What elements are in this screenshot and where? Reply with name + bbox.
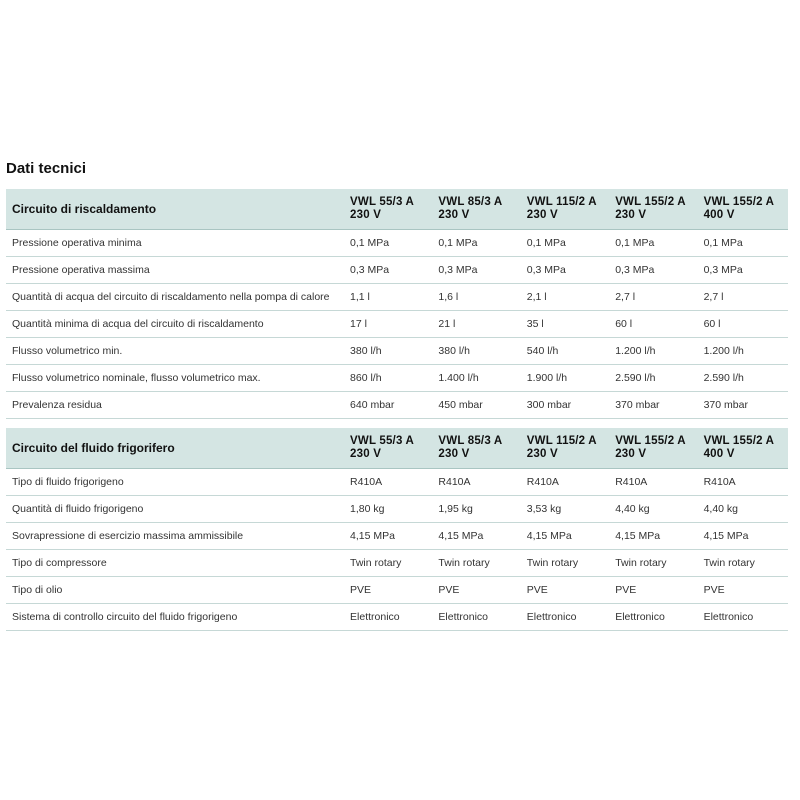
row-value: R410A <box>611 468 699 495</box>
row-value: PVE <box>700 576 788 603</box>
table-row <box>6 256 788 283</box>
row-label: Tipo di compressore <box>6 549 346 576</box>
row-value: R410A <box>700 468 788 495</box>
row-value: 640 mbar <box>346 391 434 418</box>
row-value: Elettronico <box>611 603 699 630</box>
heating-circuit-table <box>6 189 788 419</box>
row-value: 0,1 MPa <box>523 229 611 256</box>
row-value: 0,3 MPa <box>434 256 522 283</box>
row-value: Elettronico <box>523 603 611 630</box>
row-value: 2.590 l/h <box>611 364 699 391</box>
row-value: 0,1 MPa <box>700 229 788 256</box>
refrigerant-circuit-table <box>6 428 788 631</box>
section-title: Circuito di riscaldamento <box>6 189 346 229</box>
row-label: Tipo di olio <box>6 576 346 603</box>
row-value: 0,3 MPa <box>700 256 788 283</box>
row-value: R410A <box>346 468 434 495</box>
table-row <box>6 310 788 337</box>
row-value: Elettronico <box>700 603 788 630</box>
row-value: 1,1 l <box>346 283 434 310</box>
row-value: 4,15 MPa <box>434 522 522 549</box>
table-header-row <box>6 428 788 468</box>
row-label: Quantità di fluido frigorigeno <box>6 495 346 522</box>
row-value: Twin rotary <box>611 549 699 576</box>
row-value: 1.200 l/h <box>700 337 788 364</box>
table-header-row <box>6 189 788 229</box>
row-value: Elettronico <box>346 603 434 630</box>
row-label: Flusso volumetrico nominale, flusso volumetrico max. <box>6 364 346 391</box>
row-value: 380 l/h <box>434 337 522 364</box>
row-label: Sovrapressione di esercizio massima ammissibile <box>6 522 346 549</box>
row-value: 300 mbar <box>523 391 611 418</box>
row-value: 370 mbar <box>611 391 699 418</box>
row-value: 4,15 MPa <box>346 522 434 549</box>
row-value: 35 l <box>523 310 611 337</box>
row-value: 0,1 MPa <box>346 229 434 256</box>
row-value: Twin rotary <box>700 549 788 576</box>
row-value: Twin rotary <box>523 549 611 576</box>
model-header: VWL 155/2 A 230 V <box>611 428 699 468</box>
row-value: 3,53 kg <box>523 495 611 522</box>
row-value: PVE <box>611 576 699 603</box>
row-value: PVE <box>434 576 522 603</box>
row-value: 60 l <box>611 310 699 337</box>
table-row <box>6 391 788 418</box>
row-value: 21 l <box>434 310 522 337</box>
model-header: VWL 115/2 A 230 V <box>523 189 611 229</box>
row-value: 1.200 l/h <box>611 337 699 364</box>
row-value: R410A <box>523 468 611 495</box>
row-value: 860 l/h <box>346 364 434 391</box>
row-value: 4,40 kg <box>700 495 788 522</box>
row-label: Tipo di fluido frigorigeno <box>6 468 346 495</box>
section-title: Circuito del fluido frigorifero <box>6 428 346 468</box>
row-value: Twin rotary <box>346 549 434 576</box>
row-value: 4,40 kg <box>611 495 699 522</box>
table-row <box>6 283 788 310</box>
table-row <box>6 364 788 391</box>
row-value: 2,7 l <box>700 283 788 310</box>
row-value: 0,1 MPa <box>434 229 522 256</box>
row-value: Elettronico <box>434 603 522 630</box>
model-header: VWL 115/2 A 230 V <box>523 428 611 468</box>
row-value: 17 l <box>346 310 434 337</box>
row-value: 2.590 l/h <box>700 364 788 391</box>
row-label: Pressione operativa minima <box>6 229 346 256</box>
model-header: VWL 155/2 A 400 V <box>700 189 788 229</box>
row-value: PVE <box>346 576 434 603</box>
row-value: 0,3 MPa <box>611 256 699 283</box>
row-value: R410A <box>434 468 522 495</box>
row-value: 370 mbar <box>700 391 788 418</box>
model-header: VWL 155/2 A 230 V <box>611 189 699 229</box>
row-value: 1,80 kg <box>346 495 434 522</box>
row-value: 0,3 MPa <box>523 256 611 283</box>
table-row <box>6 337 788 364</box>
row-value: 60 l <box>700 310 788 337</box>
table-row <box>6 549 788 576</box>
row-value: 450 mbar <box>434 391 522 418</box>
table-row <box>6 495 788 522</box>
row-value: 1,95 kg <box>434 495 522 522</box>
table-row <box>6 603 788 630</box>
row-value: 2,1 l <box>523 283 611 310</box>
row-value: 0,3 MPa <box>346 256 434 283</box>
row-value: 4,15 MPa <box>523 522 611 549</box>
row-value: 540 l/h <box>523 337 611 364</box>
model-header: VWL 155/2 A 400 V <box>700 428 788 468</box>
row-label: Pressione operativa massima <box>6 256 346 283</box>
row-label: Quantità di acqua del circuito di riscaldamento nella pompa di calore <box>6 283 346 310</box>
row-value: 1.400 l/h <box>434 364 522 391</box>
table-row <box>6 576 788 603</box>
table-row <box>6 522 788 549</box>
row-value: 380 l/h <box>346 337 434 364</box>
model-header: VWL 55/3 A 230 V <box>346 189 434 229</box>
row-label: Prevalenza residua <box>6 391 346 418</box>
row-value: 1.900 l/h <box>523 364 611 391</box>
table-row <box>6 229 788 256</box>
model-header: VWL 85/3 A 230 V <box>434 428 522 468</box>
row-value: PVE <box>523 576 611 603</box>
row-label: Flusso volumetrico min. <box>6 337 346 364</box>
row-value: 0,1 MPa <box>611 229 699 256</box>
table-row <box>6 468 788 495</box>
row-label: Sistema di controllo circuito del fluido frigorigeno <box>6 603 346 630</box>
row-value: Twin rotary <box>434 549 522 576</box>
row-value: 2,7 l <box>611 283 699 310</box>
row-value: 4,15 MPa <box>700 522 788 549</box>
page-title: Dati tecnici <box>6 160 87 177</box>
row-label: Quantità minima di acqua del circuito di riscaldamento <box>6 310 346 337</box>
model-header: VWL 85/3 A 230 V <box>434 189 522 229</box>
row-value: 1,6 l <box>434 283 522 310</box>
model-header: VWL 55/3 A 230 V <box>346 428 434 468</box>
row-value: 4,15 MPa <box>611 522 699 549</box>
